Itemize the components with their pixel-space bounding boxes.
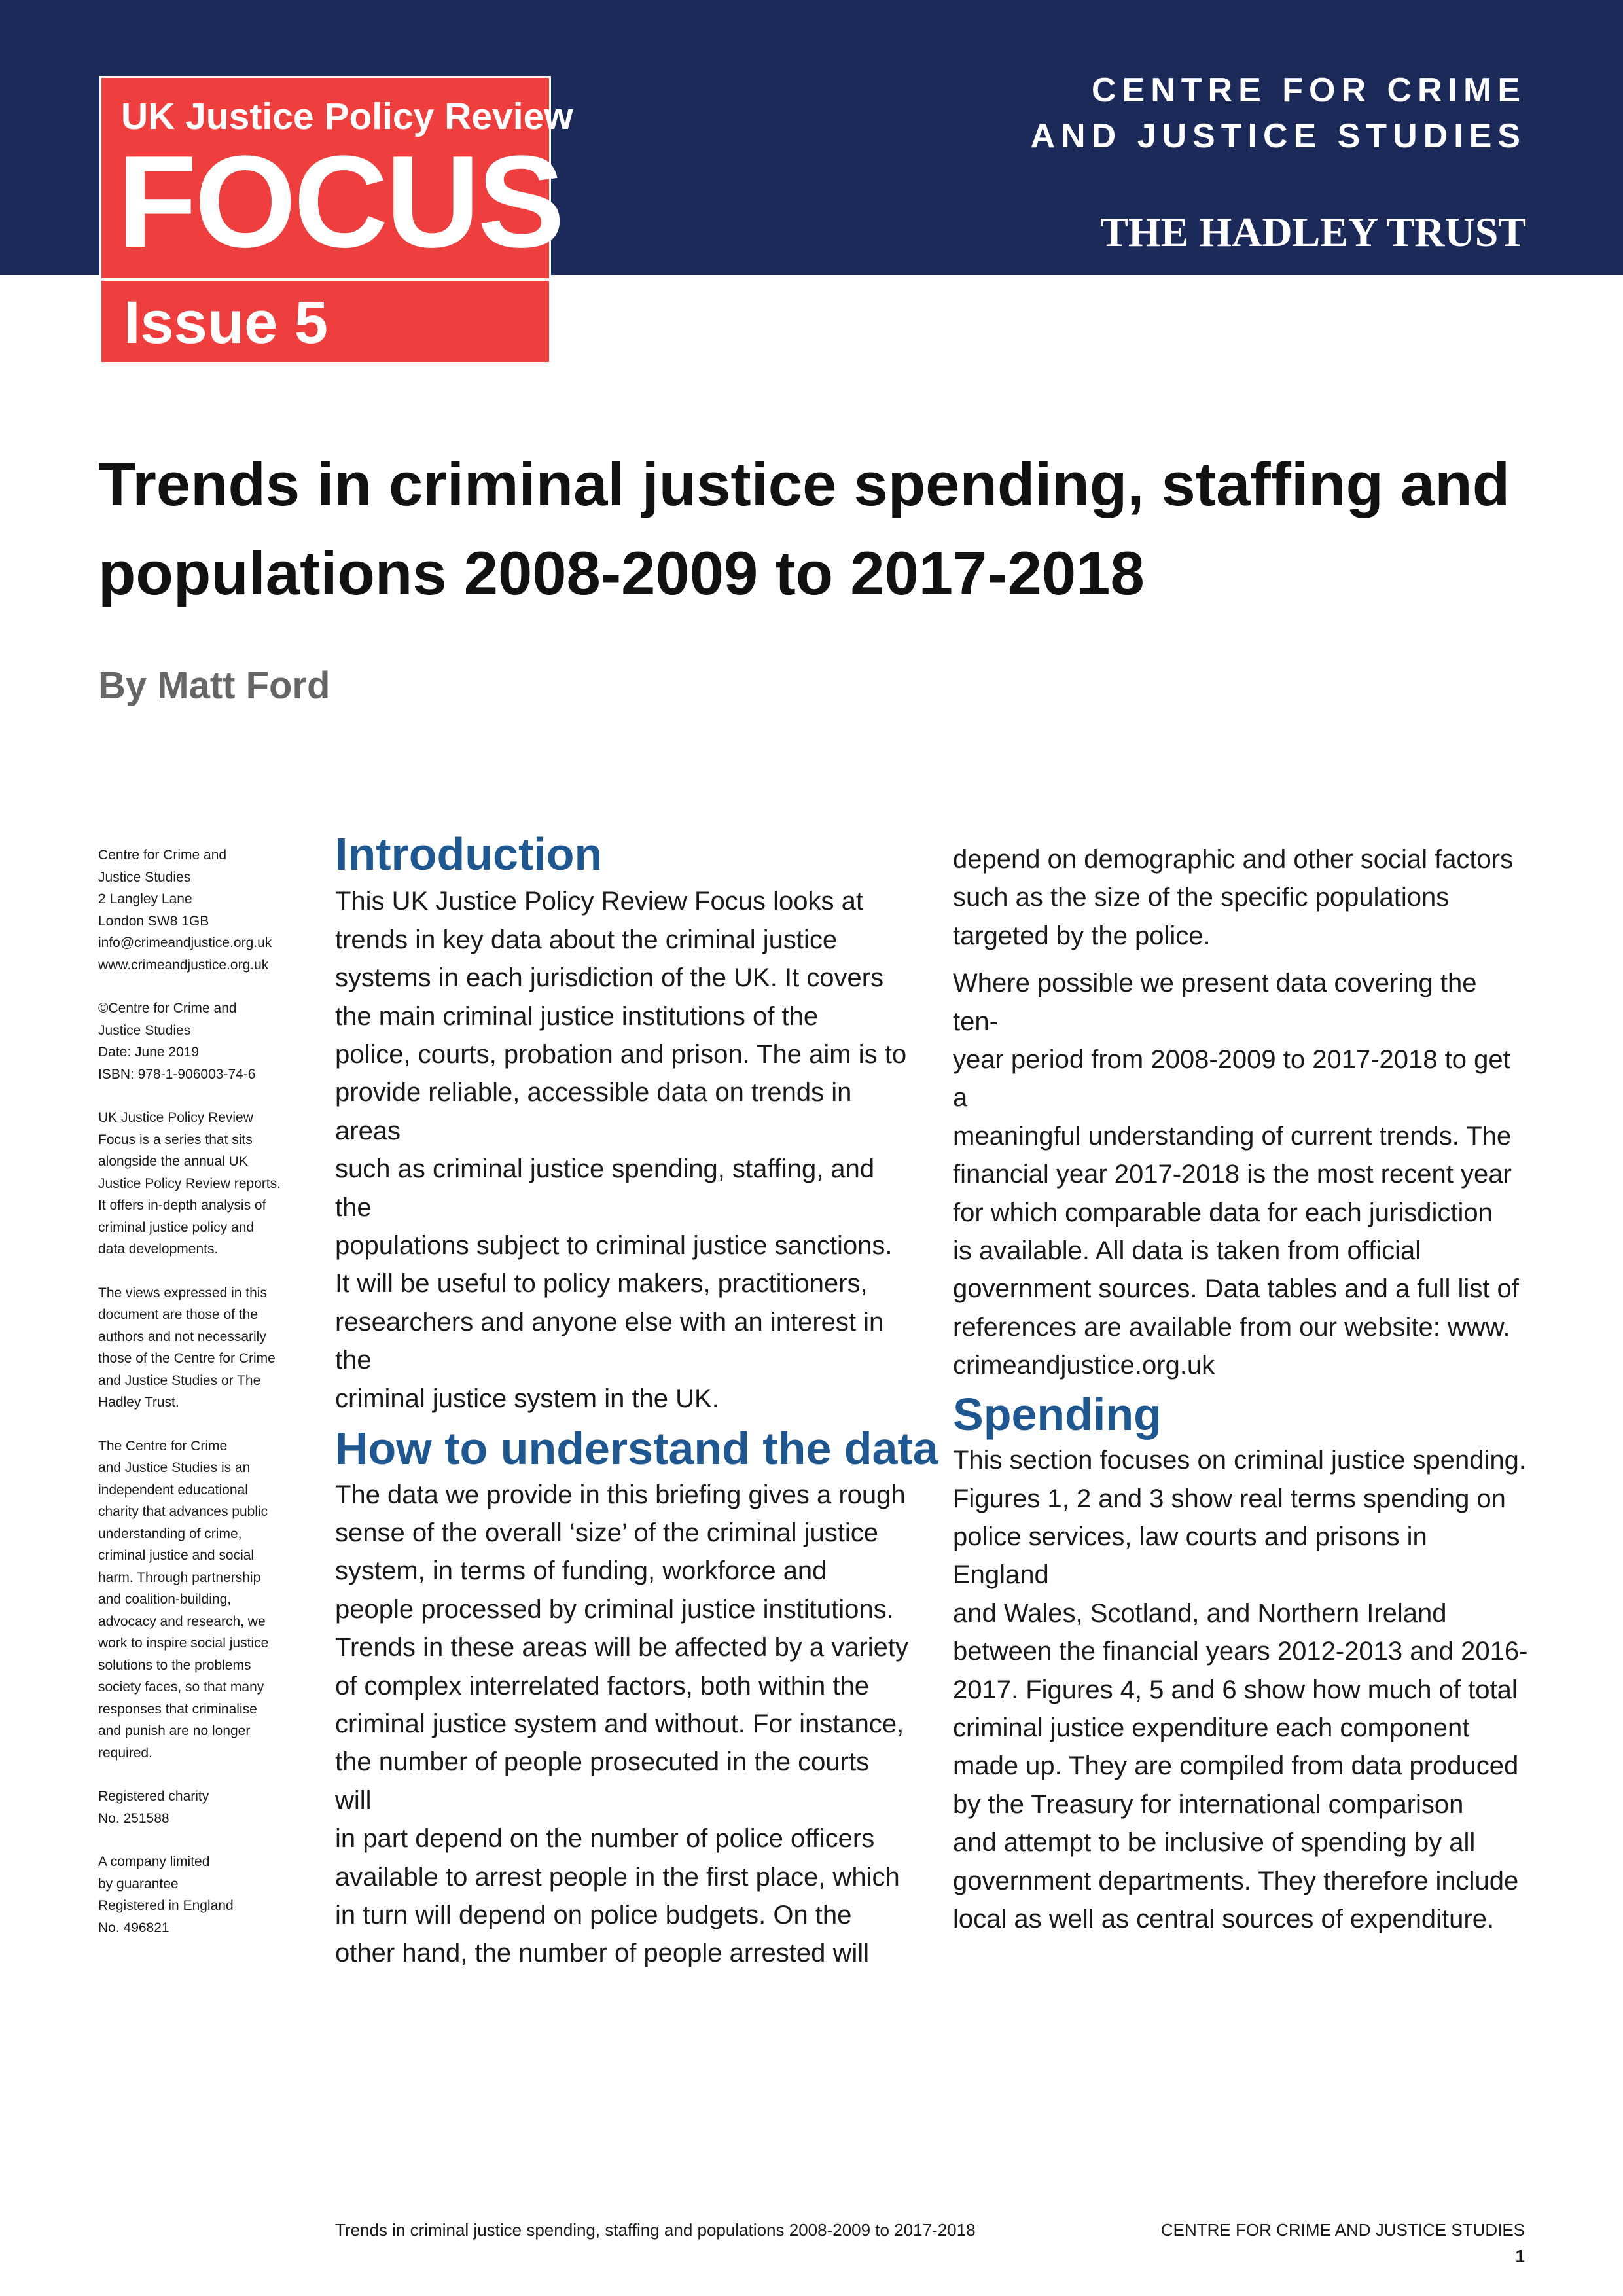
text-line: alongside the annual UK [98, 1154, 248, 1169]
focus-logo [99, 76, 573, 364]
text-line: www.crimeandjustice.org.uk [98, 957, 269, 973]
text-line: Figures 1, 2 and 3 show real terms spending on [953, 1484, 1506, 1513]
text-line: This section focuses on criminal justice spending. [953, 1446, 1526, 1475]
text-line: Hadley Trust. [98, 1395, 179, 1410]
text-line: government departments. They therefore include [953, 1866, 1519, 1895]
text-line: London SW8 1GB [98, 913, 209, 929]
address-block [98, 844, 308, 976]
column-right [953, 840, 1529, 1947]
text-line: criminal justice expenditure each component [953, 1713, 1470, 1742]
text-line: responses that criminalise [98, 1701, 257, 1717]
text-line: depend on demographic and other social factors [953, 845, 1514, 874]
text-line: and Justice Studies is an [98, 1460, 251, 1475]
issue-label: Issue 5 [124, 289, 328, 356]
text-line: Registered in England [98, 1898, 234, 1913]
text-line: required. [98, 1745, 152, 1761]
text-line: in turn will depend on police budgets. On the [335, 1900, 852, 1929]
org-name-line1: CENTRE FOR CRIME [1092, 71, 1526, 109]
text-line: the main criminal justice institutions of the [335, 1001, 819, 1031]
text-line: people processed by criminal justice institutions. [335, 1594, 894, 1624]
text-line: document are those of the [98, 1307, 258, 1322]
text-line: in part depend on the number of police officers [335, 1824, 875, 1854]
text-line: local as well as central sources of expenditure. [953, 1904, 1495, 1933]
understand-paragraph [335, 1476, 911, 1973]
text-line: Registered charity [98, 1789, 209, 1804]
text-line: criminal justice system and without. For instance, [335, 1709, 904, 1738]
text-line: targeted by the police. [953, 921, 1211, 950]
text-line: Date: June 2019 [98, 1045, 200, 1060]
text-line: This UK Justice Policy Review Focus looks at [335, 887, 863, 916]
text-line: made up. They are compiled from data produced [953, 1751, 1519, 1781]
text-line: 2 Langley Lane [98, 891, 192, 906]
text-line: society faces, so that many [98, 1679, 264, 1695]
text-line: Justice Studies [98, 869, 191, 885]
text-line: Centre for Crime and [98, 848, 227, 863]
text-line: systems in each jurisdiction of the UK. It covers [335, 963, 884, 993]
text-line: Where possible we present data covering the ten- [953, 969, 1477, 1036]
text-line: ©Centre for Crime and [98, 1001, 237, 1016]
text-line: references are available from our website: www. [953, 1312, 1510, 1342]
text-line: trends in key data about the criminal justice [335, 925, 838, 954]
text-line: is available. All data is taken from official [953, 1236, 1421, 1266]
text-line: system, in terms of funding, workforce and [335, 1556, 827, 1586]
text-line: police, courts, probation and prison. The aim is to [335, 1040, 907, 1069]
text-line: and coalition-building, [98, 1592, 232, 1607]
text-line: The Centre for Crime [98, 1438, 228, 1454]
text-line: The data we provide in this briefing gives a rough [335, 1480, 906, 1509]
text-line: advocacy and research, we [98, 1613, 266, 1629]
understand-paragraph-continued [953, 840, 1529, 955]
charity-note [98, 1785, 308, 1829]
section-heading-understand-data: How to understand the data [335, 1423, 938, 1475]
text-line: UK Justice Policy Review [98, 1110, 253, 1125]
text-line: police services, law courts and prisons in England [953, 1522, 1427, 1590]
text-line: by guarantee [98, 1876, 179, 1892]
text-line: by the Treasury for international comparison [953, 1789, 1464, 1819]
text-line: other hand, the number of people arrested will [335, 1939, 870, 1968]
hadley-trust-logo: THE HADLEY TRUST [1100, 209, 1526, 255]
text-line: authors and not necessarily [98, 1329, 266, 1344]
text-line: harm. Through partnership [98, 1570, 261, 1585]
text-line: A company limited [98, 1854, 210, 1869]
text-line: meaningful understanding of current trends. The [953, 1121, 1512, 1151]
text-line: researchers and anyone else with an interest in the [335, 1307, 884, 1375]
text-line: Focus is a series that sits [98, 1132, 253, 1147]
text-line: and Wales, Scotland, and Northern Ireland [953, 1598, 1447, 1628]
text-line: info@crimeandjustice.org.uk [98, 935, 272, 950]
text-line: It will be useful to policy makers, practitioners, [335, 1269, 868, 1299]
text-line: Justice Policy Review reports. [98, 1175, 281, 1191]
text-line: between the financial years 2012-2013 and 2016- [953, 1637, 1528, 1666]
text-line: work to inspire social justice [98, 1636, 269, 1651]
text-line: No. 496821 [98, 1920, 169, 1935]
text-line: criminal justice and social [98, 1548, 255, 1563]
period-paragraph [953, 964, 1529, 1384]
text-line: populations subject to criminal justice sanctions. [335, 1231, 893, 1261]
text-line: understanding of crime, [98, 1526, 242, 1541]
text-line: ISBN: 978-1-906003-74-6 [98, 1066, 256, 1082]
text-line: criminal justice policy and [98, 1219, 255, 1235]
text-line: Justice Studies [98, 1022, 191, 1038]
section-heading-introduction: Introduction [335, 829, 603, 880]
text-line: the number of people prosecuted in the courts will [335, 1748, 870, 1815]
text-line: provide reliable, accessible data on trends in areas [335, 1078, 852, 1145]
company-note [98, 1851, 308, 1939]
text-line: financial year 2017-2018 is the most recent year [953, 1160, 1512, 1189]
footer-title: Trends in criminal justice spending, staffing and populations 2008-2009 to 2017-2018 [335, 2220, 976, 2240]
org-name-line2: AND JUSTICE STUDIES [1030, 117, 1526, 155]
text-line: such as the size of the specific populations [953, 883, 1450, 912]
text-line: and attempt to be inclusive of spending by all [953, 1828, 1476, 1857]
text-line: solutions to the problems [98, 1657, 251, 1673]
focus-divider [101, 278, 549, 281]
text-line: crimeandjustice.org.uk [953, 1351, 1215, 1380]
text-line: charity that advances public [98, 1504, 268, 1519]
text-line: such as criminal justice spending, staffing, and the [335, 1155, 875, 1222]
text-line: those of the Centre for Crime [98, 1351, 276, 1366]
title-line: populations 2008-2009 to 2017-2018 [98, 539, 1145, 607]
footer-org: CENTRE FOR CRIME AND JUSTICE STUDIES [1160, 2220, 1525, 2240]
title-line: Trends in criminal justice spending, staffing and [98, 450, 1510, 518]
sidebar-notes [98, 844, 308, 1960]
page-title [98, 440, 1538, 618]
copyright-block [98, 997, 308, 1085]
author-byline: By Matt Ford [98, 664, 330, 707]
text-line: year period from 2008-2009 to 2017-2018 to get a [953, 1045, 1510, 1113]
text-line: criminal justice system in the UK. [335, 1384, 719, 1413]
text-line: The views expressed in this [98, 1285, 267, 1300]
text-line: and Justice Studies or The [98, 1372, 261, 1388]
intro-paragraph [335, 882, 911, 1418]
about-note [98, 1435, 308, 1765]
text-line: No. 251588 [98, 1810, 169, 1826]
text-line: 2017. Figures 4, 5 and 6 show how much of total [953, 1675, 1518, 1704]
series-note [98, 1107, 308, 1261]
text-line: government sources. Data tables and a full list of [953, 1274, 1519, 1304]
page-number: 1 [1515, 2246, 1525, 2266]
column-left [335, 829, 938, 1982]
text-line: for which comparable data for each jurisdiction [953, 1198, 1493, 1227]
text-line: available to arrest people in the first place, which [335, 1862, 900, 1892]
series-name: UK Justice Policy Review [121, 96, 573, 137]
text-line: It offers in-depth analysis of [98, 1198, 266, 1213]
views-note [98, 1282, 308, 1414]
text-line: independent educational [98, 1482, 248, 1498]
focus-wordmark: FOCUS [117, 129, 562, 275]
text-line: and punish are no longer [98, 1723, 251, 1738]
text-line: of complex interrelated factors, both within the [335, 1671, 869, 1700]
section-heading-spending: Spending [953, 1388, 1162, 1440]
text-line: Trends in these areas will be affected by a variety [335, 1633, 909, 1662]
spending-paragraph [953, 1441, 1529, 1938]
text-line: data developments. [98, 1242, 219, 1257]
text-line: sense of the overall ‘size’ of the criminal justice [335, 1518, 878, 1547]
